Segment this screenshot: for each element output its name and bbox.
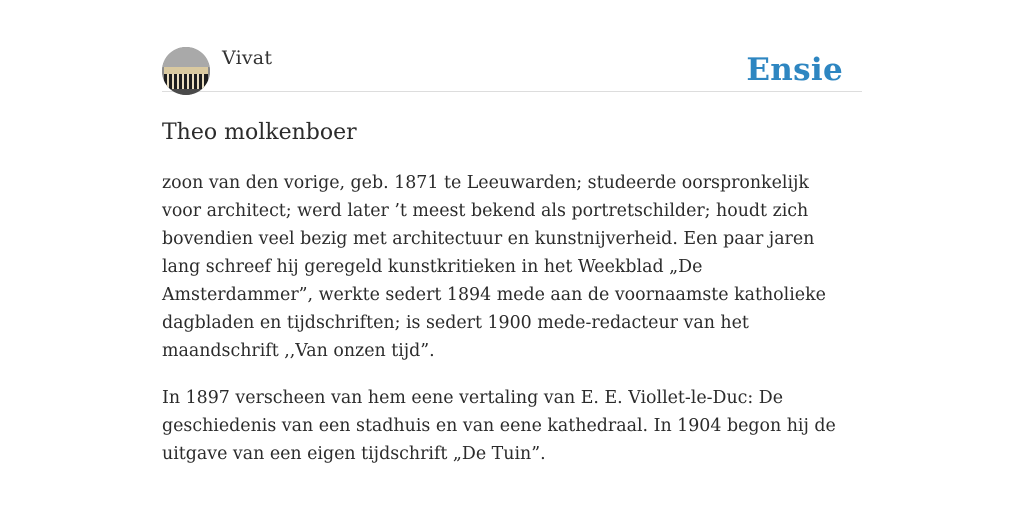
avatar-image bbox=[162, 47, 210, 95]
author-name[interactable]: Vivat bbox=[222, 47, 273, 69]
article-paragraph: In 1897 verscheen van hem eene vertaling van E. E. Viollet-le-Duc: De geschiedenis van een stadhuis en van eene kathedraal. In 1904 begon hij de uitgave van een eigen tijdschrift „De Tuin”. bbox=[162, 388, 836, 464]
book-stack-avatar-icon[interactable] bbox=[162, 47, 210, 95]
article-header bbox=[162, 46, 862, 92]
article-paragraph: zoon van den vorige, geb. 1871 te Leeuwarden; studeerde oorspronkelijk voor architect; werd later ’t meest bekend als portretschilder; houdt zich bovendien veel bezig met architectuur en kunstnijverheid. Een paar jaren lang schreef hij geregeld kunstkritieken in het Weekblad „De Amsterdammer”, werkte sedert 1894 mede aan de voornaamste katholieke dagbladen en tijdschriften; is sedert 1900 mede-redacteur van het maandschrift ,,Van onzen tijd”. bbox=[162, 173, 826, 361]
article-title: Theo molkenboer bbox=[162, 120, 357, 145]
article-container bbox=[162, 46, 862, 468]
brand-logo[interactable]: Ensie bbox=[746, 52, 843, 88]
